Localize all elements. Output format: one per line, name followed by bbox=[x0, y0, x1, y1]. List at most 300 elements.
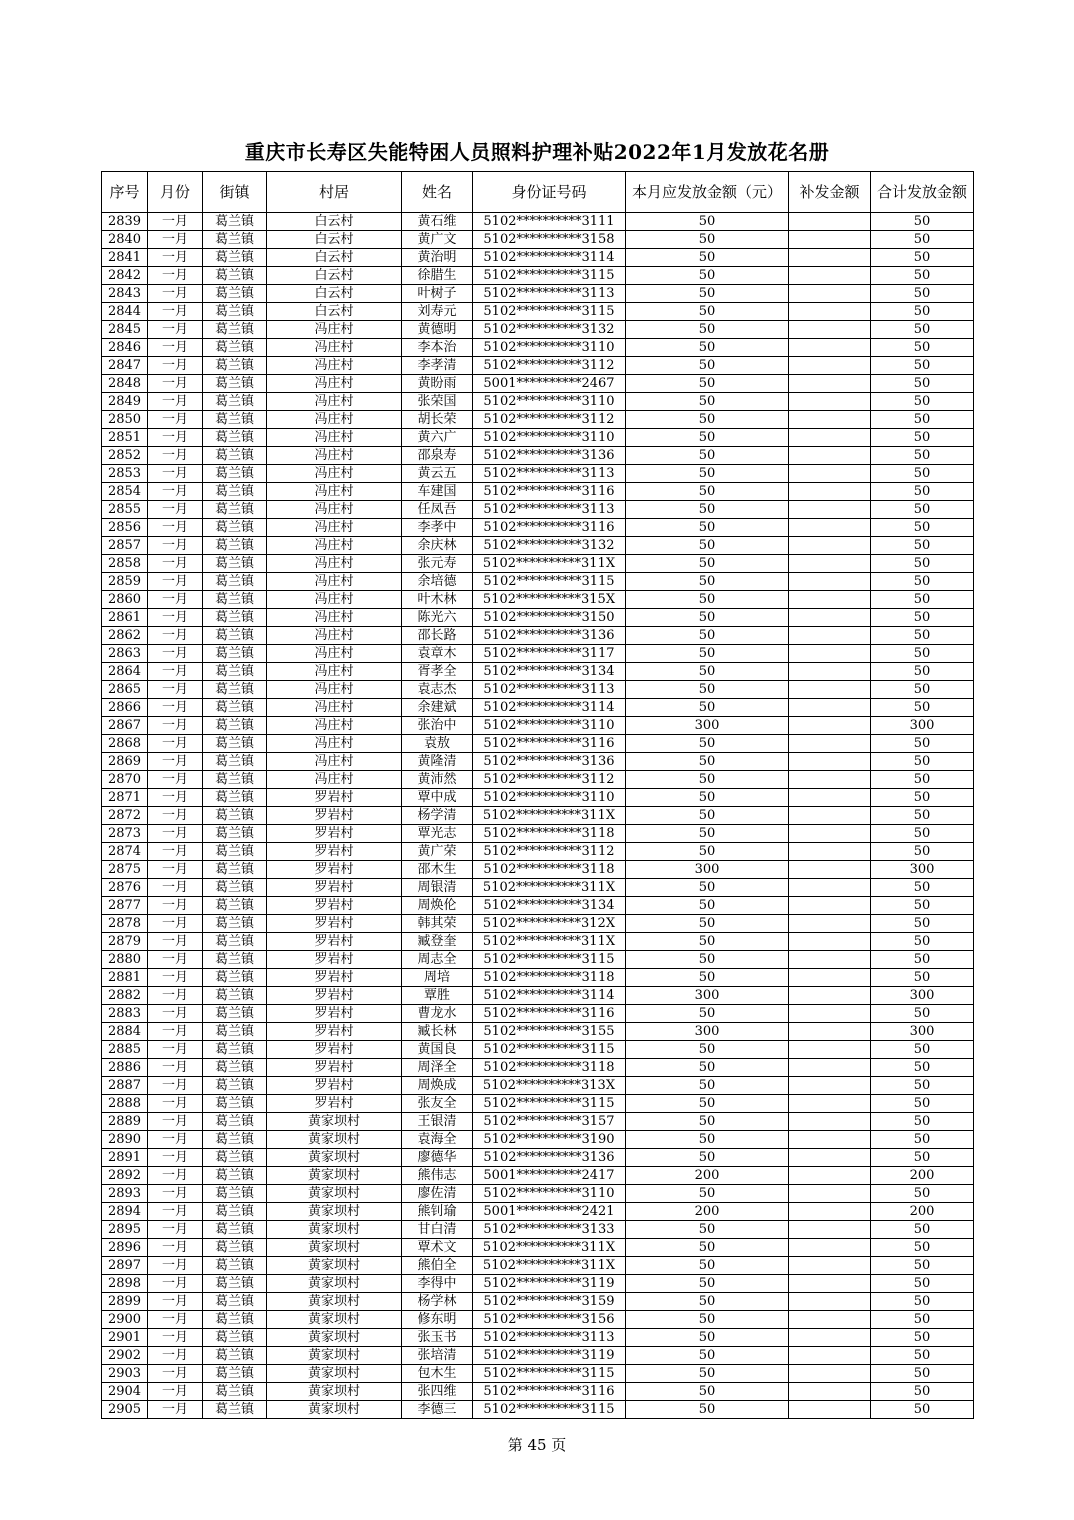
id-cell: 5102**********3112 bbox=[473, 411, 626, 429]
supplement-cell bbox=[789, 375, 871, 393]
month-cell: 一月 bbox=[148, 1167, 203, 1185]
id-cell: 5102**********3113 bbox=[473, 1329, 626, 1347]
month-cell: 一月 bbox=[148, 321, 203, 339]
month-cell: 一月 bbox=[148, 1077, 203, 1095]
town-cell: 葛兰镇 bbox=[203, 843, 267, 861]
village-cell: 黄家坝村 bbox=[267, 1329, 402, 1347]
village-cell: 黄家坝村 bbox=[267, 1293, 402, 1311]
due-cell: 50 bbox=[626, 555, 789, 573]
supplement-cell bbox=[789, 663, 871, 681]
total-cell: 50 bbox=[871, 1149, 974, 1167]
total-cell: 50 bbox=[871, 933, 974, 951]
id-cell: 5102**********3110 bbox=[473, 789, 626, 807]
supplement-cell bbox=[789, 1383, 871, 1401]
header-seq: 序号 bbox=[102, 172, 148, 213]
document-title: 重庆市长寿区失能特困人员照料护理补贴2022年1月发放花名册 bbox=[244, 140, 830, 164]
due-cell: 50 bbox=[626, 1257, 789, 1275]
village-cell: 黄家坝村 bbox=[267, 1113, 402, 1131]
id-cell: 5102**********3115 bbox=[473, 1401, 626, 1419]
total-cell: 50 bbox=[871, 357, 974, 375]
name-cell: 袁敖 bbox=[402, 735, 473, 753]
seq-cell: 2903 bbox=[102, 1365, 148, 1383]
due-cell: 50 bbox=[626, 897, 789, 915]
id-cell: 5001**********2417 bbox=[473, 1167, 626, 1185]
name-cell: 王银清 bbox=[402, 1113, 473, 1131]
name-cell: 黄国良 bbox=[402, 1041, 473, 1059]
name-cell: 李孝中 bbox=[402, 519, 473, 537]
name-cell: 覃术文 bbox=[402, 1239, 473, 1257]
total-cell: 50 bbox=[871, 501, 974, 519]
village-cell: 罗岩村 bbox=[267, 1023, 402, 1041]
supplement-cell bbox=[789, 1059, 871, 1077]
id-cell: 5102**********3110 bbox=[473, 393, 626, 411]
due-cell: 50 bbox=[626, 1041, 789, 1059]
village-cell: 黄家坝村 bbox=[267, 1257, 402, 1275]
due-cell: 50 bbox=[626, 519, 789, 537]
due-cell: 50 bbox=[626, 465, 789, 483]
total-cell: 50 bbox=[871, 627, 974, 645]
seq-cell: 2872 bbox=[102, 807, 148, 825]
name-cell: 廖佐清 bbox=[402, 1185, 473, 1203]
table-row bbox=[102, 879, 974, 897]
seq-cell: 2874 bbox=[102, 843, 148, 861]
seq-cell: 2865 bbox=[102, 681, 148, 699]
village-cell: 冯庄村 bbox=[267, 393, 402, 411]
total-cell: 50 bbox=[871, 1059, 974, 1077]
town-cell: 葛兰镇 bbox=[203, 339, 267, 357]
due-cell: 50 bbox=[626, 843, 789, 861]
month-cell: 一月 bbox=[148, 699, 203, 717]
total-cell: 50 bbox=[871, 753, 974, 771]
id-cell: 5001**********2421 bbox=[473, 1203, 626, 1221]
seq-cell: 2858 bbox=[102, 555, 148, 573]
month-cell: 一月 bbox=[148, 735, 203, 753]
table-row bbox=[102, 1329, 974, 1347]
due-cell: 50 bbox=[626, 1401, 789, 1419]
table-row bbox=[102, 951, 974, 969]
month-cell: 一月 bbox=[148, 357, 203, 375]
name-cell: 熊钊瑜 bbox=[402, 1203, 473, 1221]
name-cell: 邵长路 bbox=[402, 627, 473, 645]
village-cell: 冯庄村 bbox=[267, 735, 402, 753]
seq-cell: 2864 bbox=[102, 663, 148, 681]
table-row bbox=[102, 429, 974, 447]
id-cell: 5102**********3156 bbox=[473, 1311, 626, 1329]
id-cell: 5102**********312X bbox=[473, 915, 626, 933]
supplement-cell bbox=[789, 789, 871, 807]
total-cell: 50 bbox=[871, 1383, 974, 1401]
total-cell: 50 bbox=[871, 483, 974, 501]
table-row bbox=[102, 681, 974, 699]
total-cell: 50 bbox=[871, 879, 974, 897]
seq-cell: 2842 bbox=[102, 267, 148, 285]
town-cell: 葛兰镇 bbox=[203, 861, 267, 879]
town-cell: 葛兰镇 bbox=[203, 789, 267, 807]
due-cell: 50 bbox=[626, 429, 789, 447]
table-row bbox=[102, 1203, 974, 1221]
supplement-cell bbox=[789, 483, 871, 501]
table-row bbox=[102, 285, 974, 303]
village-cell: 冯庄村 bbox=[267, 483, 402, 501]
id-cell: 5102**********3155 bbox=[473, 1023, 626, 1041]
total-cell: 50 bbox=[871, 951, 974, 969]
id-cell: 5102**********3132 bbox=[473, 537, 626, 555]
town-cell: 葛兰镇 bbox=[203, 1275, 267, 1293]
id-cell: 5102**********3117 bbox=[473, 645, 626, 663]
supplement-cell bbox=[789, 1401, 871, 1419]
seq-cell: 2896 bbox=[102, 1239, 148, 1257]
seq-cell: 2854 bbox=[102, 483, 148, 501]
name-cell: 周泽全 bbox=[402, 1059, 473, 1077]
due-cell: 50 bbox=[626, 213, 789, 231]
village-cell: 冯庄村 bbox=[267, 411, 402, 429]
seq-cell: 2868 bbox=[102, 735, 148, 753]
due-cell: 50 bbox=[626, 699, 789, 717]
id-cell: 5102**********3110 bbox=[473, 339, 626, 357]
village-cell: 冯庄村 bbox=[267, 519, 402, 537]
town-cell: 葛兰镇 bbox=[203, 519, 267, 537]
supplement-cell bbox=[789, 555, 871, 573]
total-cell: 50 bbox=[871, 1311, 974, 1329]
due-cell: 50 bbox=[626, 1239, 789, 1257]
table-row bbox=[102, 375, 974, 393]
id-cell: 5102**********3116 bbox=[473, 1005, 626, 1023]
month-cell: 一月 bbox=[148, 1239, 203, 1257]
seq-cell: 2902 bbox=[102, 1347, 148, 1365]
name-cell: 徐腊生 bbox=[402, 267, 473, 285]
village-cell: 白云村 bbox=[267, 249, 402, 267]
town-cell: 葛兰镇 bbox=[203, 1239, 267, 1257]
name-cell: 张荣国 bbox=[402, 393, 473, 411]
total-cell: 50 bbox=[871, 1401, 974, 1419]
name-cell: 黄盼雨 bbox=[402, 375, 473, 393]
supplement-cell bbox=[789, 699, 871, 717]
village-cell: 冯庄村 bbox=[267, 357, 402, 375]
village-cell: 罗岩村 bbox=[267, 879, 402, 897]
month-cell: 一月 bbox=[148, 267, 203, 285]
due-cell: 50 bbox=[626, 1077, 789, 1095]
id-cell: 5102**********3111 bbox=[473, 213, 626, 231]
id-cell: 5102**********311X bbox=[473, 1257, 626, 1275]
supplement-cell bbox=[789, 519, 871, 537]
table-row bbox=[102, 1185, 974, 1203]
supplement-cell bbox=[789, 573, 871, 591]
supplement-cell bbox=[789, 897, 871, 915]
supplement-cell bbox=[789, 1257, 871, 1275]
total-cell: 300 bbox=[871, 987, 974, 1005]
total-cell: 50 bbox=[871, 1005, 974, 1023]
total-cell: 300 bbox=[871, 1023, 974, 1041]
supplement-cell bbox=[789, 825, 871, 843]
seq-cell: 2900 bbox=[102, 1311, 148, 1329]
town-cell: 葛兰镇 bbox=[203, 735, 267, 753]
supplement-cell bbox=[789, 645, 871, 663]
roster-body bbox=[102, 213, 974, 1419]
village-cell: 冯庄村 bbox=[267, 699, 402, 717]
total-cell: 50 bbox=[871, 429, 974, 447]
id-cell: 5102**********3118 bbox=[473, 1059, 626, 1077]
month-cell: 一月 bbox=[148, 1041, 203, 1059]
month-cell: 一月 bbox=[148, 717, 203, 735]
id-cell: 5102**********3136 bbox=[473, 753, 626, 771]
village-cell: 白云村 bbox=[267, 267, 402, 285]
town-cell: 葛兰镇 bbox=[203, 699, 267, 717]
seq-cell: 2859 bbox=[102, 573, 148, 591]
seq-cell: 2889 bbox=[102, 1113, 148, 1131]
seq-cell: 2877 bbox=[102, 897, 148, 915]
town-cell: 葛兰镇 bbox=[203, 933, 267, 951]
id-cell: 5102**********3115 bbox=[473, 1095, 626, 1113]
supplement-cell bbox=[789, 465, 871, 483]
header-total: 合计发放金额 bbox=[871, 172, 974, 213]
name-cell: 胡长荣 bbox=[402, 411, 473, 429]
name-cell: 车建国 bbox=[402, 483, 473, 501]
table-row bbox=[102, 1239, 974, 1257]
seq-cell: 2847 bbox=[102, 357, 148, 375]
total-cell: 50 bbox=[871, 465, 974, 483]
supplement-cell bbox=[789, 807, 871, 825]
village-cell: 冯庄村 bbox=[267, 753, 402, 771]
total-cell: 50 bbox=[871, 1275, 974, 1293]
month-cell: 一月 bbox=[148, 393, 203, 411]
village-cell: 冯庄村 bbox=[267, 627, 402, 645]
month-cell: 一月 bbox=[148, 303, 203, 321]
seq-cell: 2875 bbox=[102, 861, 148, 879]
due-cell: 50 bbox=[626, 231, 789, 249]
id-cell: 5102**********3110 bbox=[473, 429, 626, 447]
name-cell: 修东明 bbox=[402, 1311, 473, 1329]
total-cell: 50 bbox=[871, 1239, 974, 1257]
total-cell: 200 bbox=[871, 1203, 974, 1221]
seq-cell: 2856 bbox=[102, 519, 148, 537]
supplement-cell bbox=[789, 321, 871, 339]
total-cell: 50 bbox=[871, 915, 974, 933]
seq-cell: 2881 bbox=[102, 969, 148, 987]
month-cell: 一月 bbox=[148, 951, 203, 969]
header-due-amount: 本月应发放金额（元） bbox=[626, 172, 789, 213]
month-cell: 一月 bbox=[148, 1311, 203, 1329]
supplement-cell bbox=[789, 1275, 871, 1293]
seq-cell: 2869 bbox=[102, 753, 148, 771]
total-cell: 50 bbox=[871, 447, 974, 465]
month-cell: 一月 bbox=[148, 573, 203, 591]
due-cell: 50 bbox=[626, 357, 789, 375]
supplement-cell bbox=[789, 951, 871, 969]
village-cell: 冯庄村 bbox=[267, 663, 402, 681]
town-cell: 葛兰镇 bbox=[203, 1131, 267, 1149]
due-cell: 50 bbox=[626, 537, 789, 555]
month-cell: 一月 bbox=[148, 555, 203, 573]
month-cell: 一月 bbox=[148, 1221, 203, 1239]
supplement-cell bbox=[789, 987, 871, 1005]
due-cell: 50 bbox=[626, 933, 789, 951]
name-cell: 熊伯全 bbox=[402, 1257, 473, 1275]
id-cell: 5102**********3118 bbox=[473, 861, 626, 879]
name-cell: 邵木生 bbox=[402, 861, 473, 879]
month-cell: 一月 bbox=[148, 1383, 203, 1401]
due-cell: 300 bbox=[626, 1023, 789, 1041]
id-cell: 5102**********3110 bbox=[473, 1185, 626, 1203]
month-cell: 一月 bbox=[148, 465, 203, 483]
supplement-cell bbox=[789, 339, 871, 357]
seq-cell: 2841 bbox=[102, 249, 148, 267]
header-row bbox=[102, 172, 974, 213]
total-cell: 50 bbox=[871, 555, 974, 573]
name-cell: 黄石维 bbox=[402, 213, 473, 231]
id-cell: 5102**********3159 bbox=[473, 1293, 626, 1311]
id-cell: 5102**********3116 bbox=[473, 483, 626, 501]
name-cell: 张元寿 bbox=[402, 555, 473, 573]
table-row bbox=[102, 1383, 974, 1401]
table-row bbox=[102, 501, 974, 519]
id-cell: 5102**********3113 bbox=[473, 465, 626, 483]
table-row bbox=[102, 717, 974, 735]
table-row bbox=[102, 843, 974, 861]
month-cell: 一月 bbox=[148, 663, 203, 681]
village-cell: 黄家坝村 bbox=[267, 1275, 402, 1293]
village-cell: 黄家坝村 bbox=[267, 1239, 402, 1257]
town-cell: 葛兰镇 bbox=[203, 267, 267, 285]
village-cell: 白云村 bbox=[267, 285, 402, 303]
village-cell: 黄家坝村 bbox=[267, 1203, 402, 1221]
seq-cell: 2905 bbox=[102, 1401, 148, 1419]
town-cell: 葛兰镇 bbox=[203, 1401, 267, 1419]
town-cell: 葛兰镇 bbox=[203, 951, 267, 969]
village-cell: 白云村 bbox=[267, 213, 402, 231]
month-cell: 一月 bbox=[148, 969, 203, 987]
month-cell: 一月 bbox=[148, 213, 203, 231]
total-cell: 50 bbox=[871, 699, 974, 717]
village-cell: 冯庄村 bbox=[267, 339, 402, 357]
month-cell: 一月 bbox=[148, 861, 203, 879]
due-cell: 50 bbox=[626, 573, 789, 591]
table-row bbox=[102, 609, 974, 627]
due-cell: 50 bbox=[626, 267, 789, 285]
id-cell: 5102**********3134 bbox=[473, 897, 626, 915]
seq-cell: 2887 bbox=[102, 1077, 148, 1095]
village-cell: 冯庄村 bbox=[267, 429, 402, 447]
name-cell: 周焕伦 bbox=[402, 897, 473, 915]
due-cell: 300 bbox=[626, 717, 789, 735]
id-cell: 5102**********3133 bbox=[473, 1221, 626, 1239]
town-cell: 葛兰镇 bbox=[203, 1167, 267, 1185]
seq-cell: 2878 bbox=[102, 915, 148, 933]
total-cell: 50 bbox=[871, 1131, 974, 1149]
month-cell: 一月 bbox=[148, 501, 203, 519]
due-cell: 50 bbox=[626, 645, 789, 663]
town-cell: 葛兰镇 bbox=[203, 627, 267, 645]
name-cell: 叶木林 bbox=[402, 591, 473, 609]
total-cell: 50 bbox=[871, 1365, 974, 1383]
village-cell: 罗岩村 bbox=[267, 987, 402, 1005]
month-cell: 一月 bbox=[148, 519, 203, 537]
town-cell: 葛兰镇 bbox=[203, 987, 267, 1005]
supplement-cell bbox=[789, 1167, 871, 1185]
supplement-cell bbox=[789, 537, 871, 555]
roster-table bbox=[101, 171, 974, 1419]
due-cell: 50 bbox=[626, 663, 789, 681]
total-cell: 50 bbox=[871, 1329, 974, 1347]
due-cell: 50 bbox=[626, 753, 789, 771]
table-row bbox=[102, 1095, 974, 1113]
month-cell: 一月 bbox=[148, 537, 203, 555]
seq-cell: 2891 bbox=[102, 1149, 148, 1167]
table-row bbox=[102, 393, 974, 411]
town-cell: 葛兰镇 bbox=[203, 1077, 267, 1095]
month-cell: 一月 bbox=[148, 933, 203, 951]
town-cell: 葛兰镇 bbox=[203, 1293, 267, 1311]
village-cell: 罗岩村 bbox=[267, 861, 402, 879]
supplement-cell bbox=[789, 771, 871, 789]
page-number: 第 45 页 bbox=[507, 1436, 567, 1454]
village-cell: 冯庄村 bbox=[267, 555, 402, 573]
due-cell: 200 bbox=[626, 1203, 789, 1221]
town-cell: 葛兰镇 bbox=[203, 447, 267, 465]
name-cell: 曹龙水 bbox=[402, 1005, 473, 1023]
due-cell: 50 bbox=[626, 1149, 789, 1167]
name-cell: 黄广文 bbox=[402, 231, 473, 249]
table-row bbox=[102, 555, 974, 573]
table-row bbox=[102, 321, 974, 339]
name-cell: 张治中 bbox=[402, 717, 473, 735]
name-cell: 余培德 bbox=[402, 573, 473, 591]
table-row bbox=[102, 1077, 974, 1095]
seq-cell: 2867 bbox=[102, 717, 148, 735]
village-cell: 罗岩村 bbox=[267, 1005, 402, 1023]
table-row bbox=[102, 447, 974, 465]
supplement-cell bbox=[789, 501, 871, 519]
total-cell: 50 bbox=[871, 537, 974, 555]
supplement-cell bbox=[789, 1185, 871, 1203]
due-cell: 300 bbox=[626, 987, 789, 1005]
supplement-cell bbox=[789, 1293, 871, 1311]
town-cell: 葛兰镇 bbox=[203, 357, 267, 375]
table-row bbox=[102, 627, 974, 645]
table-row bbox=[102, 735, 974, 753]
town-cell: 葛兰镇 bbox=[203, 1203, 267, 1221]
due-cell: 50 bbox=[626, 339, 789, 357]
seq-cell: 2851 bbox=[102, 429, 148, 447]
name-cell: 黄六广 bbox=[402, 429, 473, 447]
id-cell: 5102**********311X bbox=[473, 555, 626, 573]
name-cell: 廖德华 bbox=[402, 1149, 473, 1167]
town-cell: 葛兰镇 bbox=[203, 501, 267, 519]
town-cell: 葛兰镇 bbox=[203, 1005, 267, 1023]
due-cell: 50 bbox=[626, 1059, 789, 1077]
month-cell: 一月 bbox=[148, 1113, 203, 1131]
town-cell: 葛兰镇 bbox=[203, 321, 267, 339]
name-cell: 李德三 bbox=[402, 1401, 473, 1419]
village-cell: 黄家坝村 bbox=[267, 1383, 402, 1401]
month-cell: 一月 bbox=[148, 1185, 203, 1203]
seq-cell: 2850 bbox=[102, 411, 148, 429]
due-cell: 50 bbox=[626, 483, 789, 501]
id-cell: 5102**********311X bbox=[473, 807, 626, 825]
village-cell: 冯庄村 bbox=[267, 321, 402, 339]
due-cell: 50 bbox=[626, 1383, 789, 1401]
village-cell: 罗岩村 bbox=[267, 1059, 402, 1077]
village-cell: 冯庄村 bbox=[267, 465, 402, 483]
month-cell: 一月 bbox=[148, 879, 203, 897]
village-cell: 冯庄村 bbox=[267, 537, 402, 555]
total-cell: 50 bbox=[871, 249, 974, 267]
header-village: 村居 bbox=[267, 172, 402, 213]
supplement-cell bbox=[789, 303, 871, 321]
name-cell: 黄云五 bbox=[402, 465, 473, 483]
name-cell: 熊伟志 bbox=[402, 1167, 473, 1185]
supplement-cell bbox=[789, 969, 871, 987]
total-cell: 50 bbox=[871, 303, 974, 321]
